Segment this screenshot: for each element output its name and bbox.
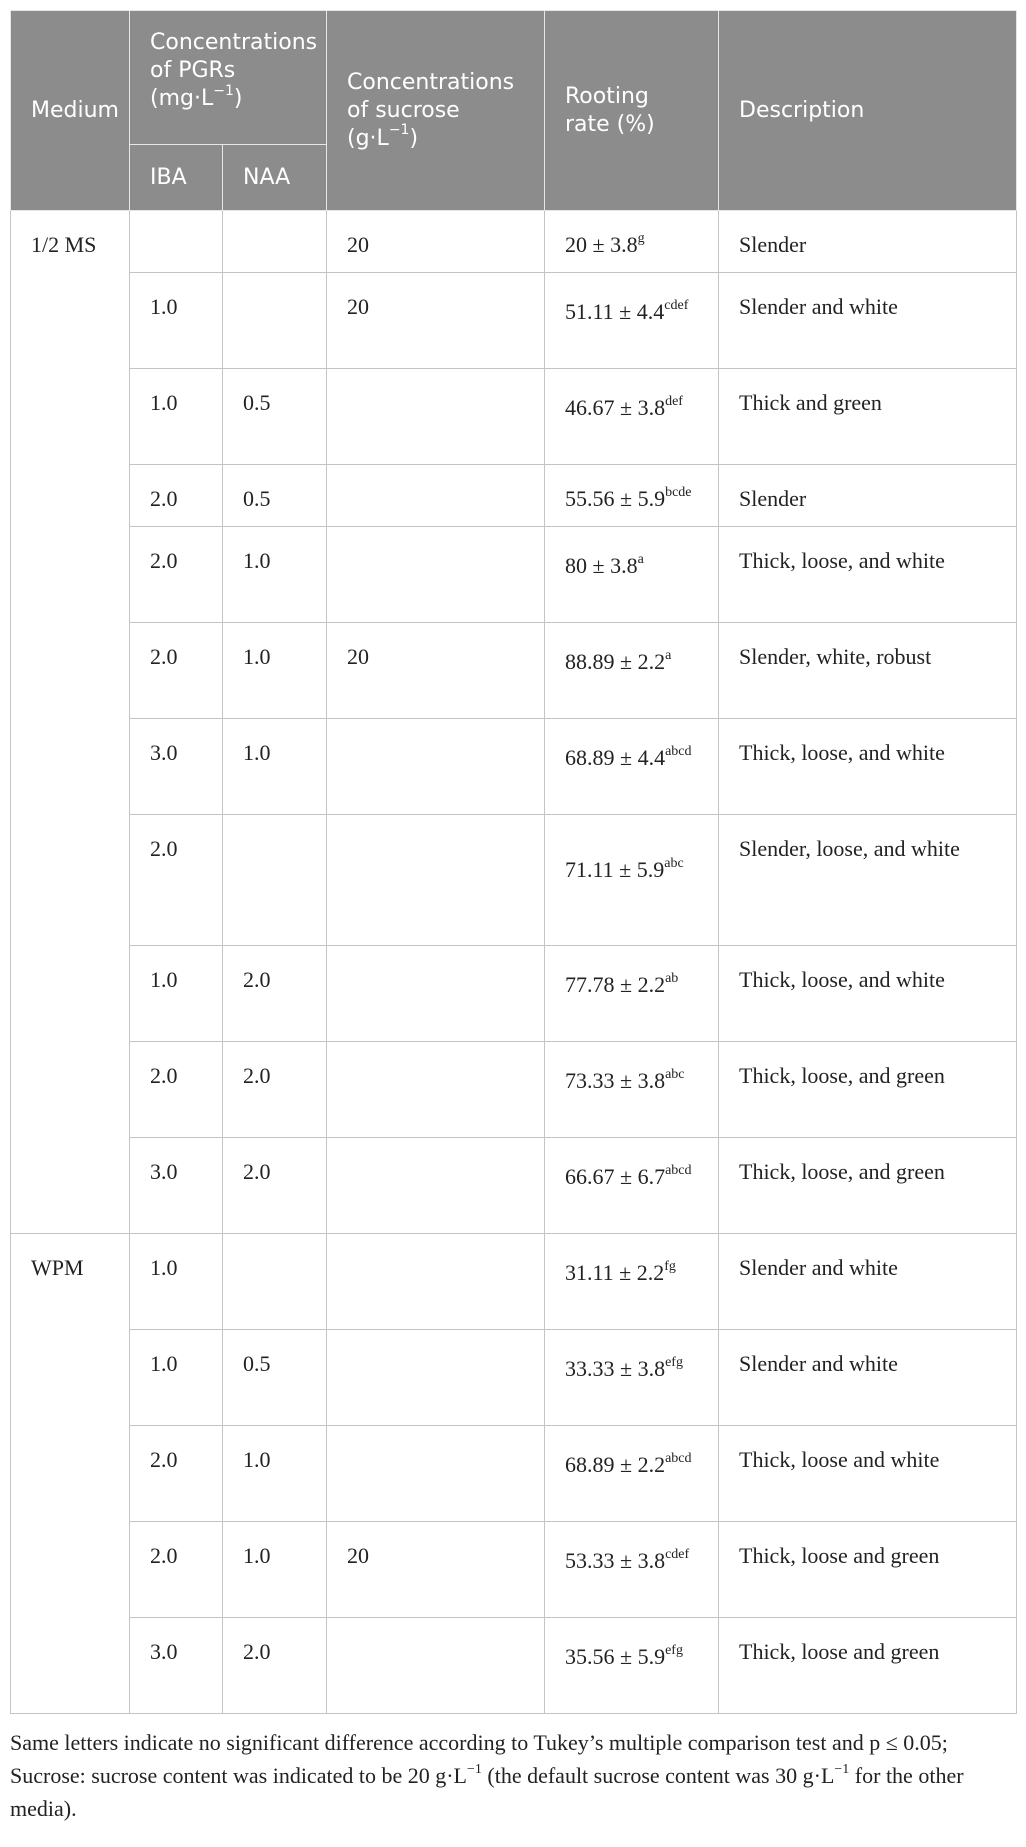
table-row: [11, 815, 1017, 946]
table-row: [11, 1522, 1017, 1618]
rooting-table: [10, 10, 1017, 1714]
iba-cell: 2.0: [130, 623, 223, 719]
naa-cell: 2.0: [223, 946, 327, 1042]
sucrose-cell: [327, 369, 545, 465]
iba-cell: 1.0: [130, 946, 223, 1042]
rooting-rate-cell: 88.89 ± 2.2$^a$: [545, 623, 719, 719]
description-cell: Thick, loose and green: [719, 1522, 1017, 1618]
table-row: [11, 527, 1017, 623]
sucrose-cell: [327, 527, 545, 623]
rooting-rate-cell: $55.56 \pm 5.9^{bcde}$: [545, 465, 719, 527]
description-cell: Slender and white: [719, 1330, 1017, 1426]
naa-cell: [223, 1234, 327, 1330]
rooting-rate-cell: 71.11 ± 5.9$^{abc}$: [545, 815, 719, 946]
header-rooting-rate: Rooting rate (%): [545, 11, 719, 211]
rooting-rate-cell: $68.89 \pm 2.2^{abcd}$: [545, 1426, 719, 1522]
sucrose-cell: [327, 719, 545, 815]
table-row: [11, 719, 1017, 815]
iba-cell: 2.0: [130, 527, 223, 623]
iba-cell: 2.0: [130, 1042, 223, 1138]
header-sucrose-concentration: Concentrations of sucrose $(g\cdot L^{-1})$: [327, 11, 545, 211]
description-cell: Thick and green: [719, 369, 1017, 465]
iba-cell: 2.0: [130, 465, 223, 527]
naa-cell: 1.0: [223, 623, 327, 719]
sucrose-cell: [327, 1138, 545, 1234]
description-cell: Thick, loose, and green: [719, 1138, 1017, 1234]
iba-cell: 1.0: [130, 273, 223, 369]
table-row: [11, 369, 1017, 465]
description-cell: Slender: [719, 211, 1017, 273]
description-cell: Slender, loose, and white: [719, 815, 1017, 946]
description-cell: Thick, loose, and white: [719, 527, 1017, 623]
iba-cell: 2.0: [130, 815, 223, 946]
description-cell: Slender, white, robust: [719, 623, 1017, 719]
medium-cell: 1/2 MS: [11, 211, 130, 1234]
sucrose-cell: [327, 1234, 545, 1330]
table-row: [11, 946, 1017, 1042]
table-row: [11, 623, 1017, 719]
naa-cell: 1.0: [223, 719, 327, 815]
naa-cell: [223, 273, 327, 369]
description-cell: Thick, loose, and white: [719, 719, 1017, 815]
sucrose-cell: [327, 1618, 545, 1714]
medium-cell: WPM: [11, 1234, 130, 1714]
rooting-rate-cell: $51.11 \pm 4.4^{cdef}$: [545, 273, 719, 369]
naa-cell: 1.0: [223, 527, 327, 623]
rooting-rate-cell: 33.33 ± 3.8$^{efg}$: [545, 1330, 719, 1426]
rooting-rate-cell: $66.67 \pm 6.7^{abcd}$: [545, 1138, 719, 1234]
rooting-rate-cell: 46.67 ± 3.8$^{def}$: [545, 369, 719, 465]
naa-cell: 2.0: [223, 1042, 327, 1138]
rooting-rate-cell: 80 ± 3.8$^a$: [545, 527, 719, 623]
rooting-rate-cell: $53.33 \pm 3.8^{cdef}$: [545, 1522, 719, 1618]
description-cell: Thick, loose and green: [719, 1618, 1017, 1714]
naa-cell: 1.0: [223, 1426, 327, 1522]
iba-cell: 3.0: [130, 1618, 223, 1714]
table-row: [11, 273, 1017, 369]
table-row: [11, 465, 1017, 527]
description-cell: Thick, loose, and white: [719, 946, 1017, 1042]
iba-cell: 3.0: [130, 1138, 223, 1234]
header-naa: NAA: [223, 145, 327, 211]
header-medium: Medium: [11, 11, 130, 211]
table-row: [11, 1330, 1017, 1426]
sucrose-cell: [327, 1330, 545, 1426]
table-header: [11, 11, 1017, 211]
naa-cell: [223, 815, 327, 946]
document: [10, 10, 1016, 1847]
iba-cell: 1.0: [130, 369, 223, 465]
description-cell: Slender and white: [719, 273, 1017, 369]
naa-cell: 2.0: [223, 1618, 327, 1714]
sucrose-cell: [327, 465, 545, 527]
description-cell: Slender and white: [719, 1234, 1017, 1330]
sucrose-cell: [327, 815, 545, 946]
rooting-rate-cell: 31.11 ± 2.2$^{fg}$: [545, 1234, 719, 1330]
description-cell: Slender: [719, 465, 1017, 527]
sucrose-cell: 20: [327, 1522, 545, 1618]
sucrose-cell: 20: [327, 211, 545, 273]
table-row: [11, 211, 1017, 273]
iba-cell: 1.0: [130, 1330, 223, 1426]
iba-cell: 3.0: [130, 719, 223, 815]
table-row: [11, 1138, 1017, 1234]
naa-cell: 2.0: [223, 1138, 327, 1234]
table-row: [11, 1426, 1017, 1522]
header-pgr-concentration: Concentrations of PGRs $(mg\cdot L^{-1})$: [130, 11, 327, 145]
header-iba: IBA: [130, 145, 223, 211]
iba-cell: 2.0: [130, 1522, 223, 1618]
sucrose-cell: 20: [327, 623, 545, 719]
naa-cell: 0.5: [223, 1330, 327, 1426]
sucrose-cell: [327, 1426, 545, 1522]
table-footnote: Same letters indicate no significant difference according to Tukey’s multiple comparison test and p ≤ 0.05; Sucrose: sucrose content was indicated to be 20 $g\cdot L^{-1}$ (the default sucrose content was 30 $g\cdot L^{-1}$ for the other media).: [10, 1730, 964, 1821]
rooting-rate-cell: 35.56 ± 5.9$^{efg}$: [545, 1618, 719, 1714]
naa-cell: [223, 211, 327, 273]
naa-cell: 0.5: [223, 465, 327, 527]
rooting-rate-cell: $68.89 \pm 4.4^{abcd}$: [545, 719, 719, 815]
iba-cell: 2.0: [130, 1426, 223, 1522]
table-body: [11, 211, 1017, 1714]
description-cell: Thick, loose, and green: [719, 1042, 1017, 1138]
description-cell: Thick, loose and white: [719, 1426, 1017, 1522]
sucrose-cell: 20: [327, 273, 545, 369]
sucrose-cell: [327, 946, 545, 1042]
naa-cell: 0.5: [223, 369, 327, 465]
iba-cell: 1.0: [130, 1234, 223, 1330]
rooting-rate-cell: 77.78 ± 2.2$^{ab}$: [545, 946, 719, 1042]
table-row: [11, 1618, 1017, 1714]
iba-cell: [130, 211, 223, 273]
naa-cell: 1.0: [223, 1522, 327, 1618]
table-row: [11, 1234, 1017, 1330]
sucrose-cell: [327, 1042, 545, 1138]
header-description: Description: [719, 11, 1017, 211]
rooting-rate-cell: 20 ± 3.8$^g$: [545, 211, 719, 273]
rooting-rate-cell: 73.33 ± 3.8$^{abc}$: [545, 1042, 719, 1138]
table-row: [11, 1042, 1017, 1138]
